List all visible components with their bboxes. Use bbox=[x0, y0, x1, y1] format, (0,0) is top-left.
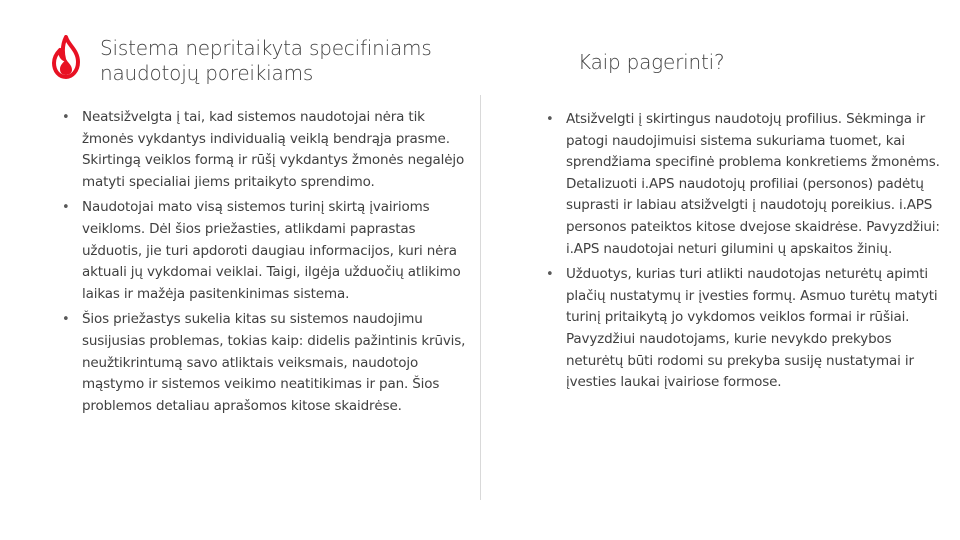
list-item: • Naudotojai mato visą sistemos turinį skirtą įvairioms veikloms. Dėl šios priežasties, atlikdami paprastas užduotis, jie turi apdoroti daugiau informacijos, kuri nėra aktuali jų vykdomai veiklai. Taigi, ilgėja užduočių atlikimo laikas ir mažėja pasitenkinimas sistema. bbox=[58, 197, 468, 305]
list-item: • Užduotys, kurias turi atlikti naudotojas neturėtų apimti plačių nustatymų ir įvesties formų. Asmuo turėtų matyti turinį pritaikytą jo vykdomos veiklos formai ir rūšiai. Pavyzdžiui naudotojams, kurie nevykdo prekybos neturėtų būti rodomi su prekyba susiję nustatymai ir įvesties laukai įvairiose formose. bbox=[542, 264, 946, 394]
flame-icon bbox=[50, 35, 82, 79]
list-item: • Atsižvelgti į skirtingus naudotojų profilius. Sėkminga ir patogi naudojimuisi sistema sukuriama tuomet, kai sprendžiama specifinė problema konkretiems žmonėms. Detalizuoti i.APS naudotojų profiliai (personos) padėtų suprasti ir labiau atsižvelgti į naudotojų poreikius. i.APS personos pateiktos kitose dvejose skaidrėse. Pavyzdžiui: i.APS naudotojai neturi gilumini ų apskaitos žinių. bbox=[542, 109, 946, 260]
problem-bullet-list bbox=[58, 107, 468, 421]
solution-heading: Kaip pagerinti? bbox=[578, 50, 725, 74]
column-divider bbox=[480, 95, 481, 500]
solution-bullet-list bbox=[542, 109, 946, 398]
list-item: • Šios priežastys sukelia kitas su sistemos naudojimu susijusias problemas, tokias kaip: didelis pažintinis krūvis, neužtikrintumą savo atliktais veiksmais, naudotojo mąstymo ir sistemos veikimo neatitikimas ir pan. Šios problemos detaliau aprašomos kitose skaidrėse. bbox=[58, 309, 468, 417]
problem-heading: Sistema nepritaikyta specifiniams naudotojų poreikiams bbox=[100, 36, 432, 85]
list-item: • Neatsižvelgta į tai, kad sistemos naudotojai nėra tik žmonės vykdantys individualią veiklą bendrąja prasme. Skirtingą veiklos formą ir rūšį vykdantys žmonės negalėjo matyti specialiai jiems pritaikyto sprendimo. bbox=[58, 107, 468, 193]
